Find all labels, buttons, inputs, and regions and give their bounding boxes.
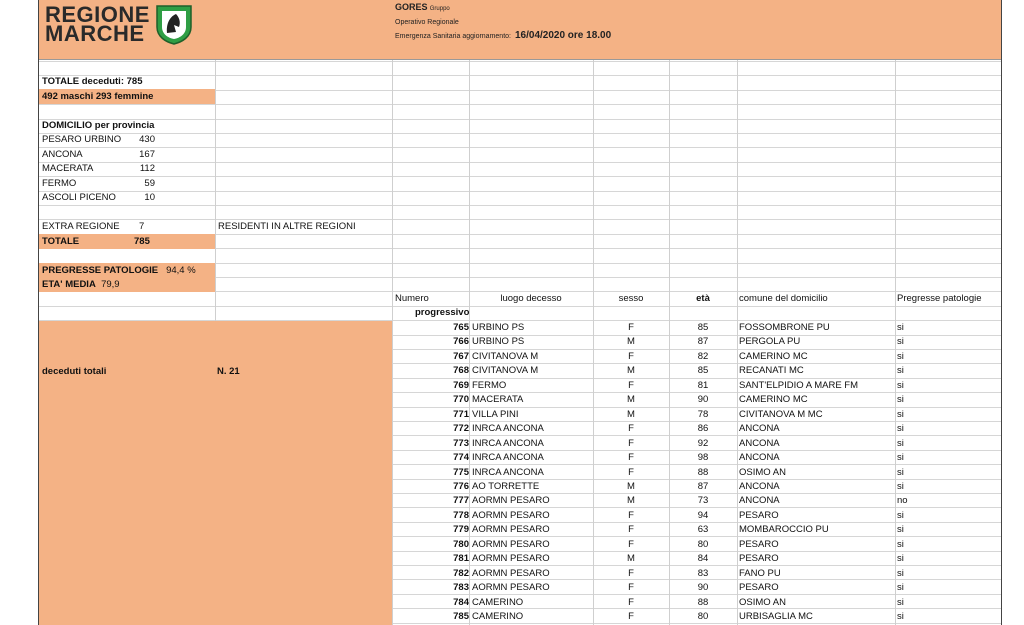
row-luogo: CAMERINO [472, 596, 524, 608]
row-comune: ANCONA [739, 423, 780, 435]
row-sesso: F [628, 322, 634, 333]
row-divider [39, 219, 1002, 220]
col-header-patologie: Pregresse patologie [897, 293, 982, 304]
totale-deceduti [42, 75, 142, 89]
extra-label: EXTRA REGIONE [42, 221, 120, 232]
province-name: MACERATA [42, 163, 94, 174]
province-name: ASCOLI PICENO [42, 192, 116, 203]
row-numero: 775 [453, 466, 469, 478]
row-luogo: CAMERINO [472, 611, 524, 622]
row-numero: 766 [453, 336, 469, 348]
row-comune: CIVITANOVA M MC [739, 408, 823, 420]
eta-row [42, 278, 120, 292]
province-name: FERMO [42, 177, 77, 189]
row-luogo: URBINO PS [472, 322, 525, 333]
row-sesso: F [628, 509, 634, 521]
row-comune: ANCONA [739, 452, 780, 464]
province-name: PESARO URBINO [42, 134, 122, 145]
row-comune: SANT'ELPIDIO A MARE FM [739, 379, 859, 391]
totale2-value: 785 [134, 236, 150, 247]
row-luogo: INRCA ANCONA [472, 437, 544, 449]
gores-header [395, 1, 611, 43]
extra-value: 7 [139, 221, 145, 232]
row-luogo: URBINO PS [472, 336, 525, 348]
row-divider [39, 176, 1002, 177]
row-luogo: AORMN PESARO [472, 524, 550, 536]
row-patologie: si [897, 509, 904, 521]
row-patologie: si [897, 350, 904, 362]
row-sesso: M [627, 553, 635, 565]
row-patologie: si [897, 582, 904, 594]
header-band [39, 0, 1002, 60]
logo-line1: REGIONE [45, 2, 150, 27]
row-patologie: si [897, 553, 904, 565]
row-patologie: si [897, 394, 904, 406]
row-numero: 767 [453, 350, 469, 362]
row-luogo: AO TORRETTE [472, 480, 540, 492]
row-eta: 98 [697, 452, 709, 464]
row-patologie: si [897, 379, 904, 391]
row-numero: 772 [453, 423, 469, 435]
column-divider [392, 60, 393, 625]
gores-line2: Operativo Regionale [395, 19, 459, 26]
row-numero: 785 [453, 611, 469, 622]
row-luogo: INRCA ANCONA [472, 466, 544, 478]
row-sesso: F [628, 524, 634, 536]
row-sesso: F [628, 466, 634, 478]
row-eta: 88 [697, 596, 709, 608]
row-patologie: si [897, 336, 904, 348]
row-numero: 773 [453, 437, 469, 449]
row-eta: 88 [697, 466, 709, 478]
regione-marche-logo [45, 2, 194, 46]
spreadsheet [38, 0, 1002, 625]
row-patologie: si [897, 567, 904, 579]
totale-value: 785 [126, 76, 143, 87]
row-numero: 768 [453, 365, 469, 377]
row-luogo: CIVITANOVA M [472, 350, 539, 362]
row-divider [39, 119, 1002, 120]
row-luogo: MACERATA [472, 394, 524, 406]
row-luogo: AORMN PESARO [472, 538, 550, 550]
logo-text [45, 2, 150, 46]
row-numero: 770 [453, 394, 469, 406]
row-comune: FOSSOMBRONE PU [739, 322, 830, 333]
patologie-row [42, 264, 196, 278]
row-sesso: F [628, 452, 634, 464]
row-sesso: F [628, 379, 634, 391]
row-eta: 94 [697, 509, 709, 521]
row-eta: 87 [697, 480, 709, 492]
logo-line2: MARCHE [45, 21, 145, 46]
row-sesso: M [627, 365, 635, 377]
row-luogo: AORMN PESARO [472, 567, 550, 579]
province-value: 430 [139, 134, 155, 145]
update-label: aggiornamento: [462, 33, 511, 40]
row-luogo: AORMN PESARO [472, 495, 550, 507]
row-numero: 778 [453, 509, 469, 521]
row-patologie: si [897, 524, 904, 536]
row-eta: 92 [697, 437, 709, 449]
row-sesso: F [628, 567, 634, 579]
row-divider [39, 205, 1002, 206]
row-comune: MOMBAROCCIO PU [739, 524, 829, 536]
row-sesso: M [627, 480, 635, 492]
row-divider [39, 104, 1002, 105]
deceduti-totali-value: N. 21 [217, 366, 240, 377]
row-numero: 781 [453, 553, 469, 565]
province-value: 167 [139, 148, 155, 160]
row-sesso: M [627, 394, 635, 406]
row-patologie: si [897, 538, 904, 550]
row-comune: OSIMO AN [739, 466, 786, 478]
row-eta: 90 [697, 582, 709, 594]
gores-line3: Emergenza Sanitaria [395, 33, 461, 40]
row-comune: URBISAGLIA MC [739, 611, 813, 622]
row-patologie: si [897, 423, 904, 435]
row-comune: PESARO [739, 538, 779, 550]
row-numero: 784 [453, 596, 469, 608]
row-numero: 774 [453, 452, 469, 464]
row-comune: CAMERINO MC [739, 394, 808, 406]
row-eta: 80 [697, 538, 709, 550]
row-comune: PESARO [739, 582, 779, 594]
row-sesso: F [628, 350, 634, 362]
province-value: 112 [139, 163, 155, 174]
row-sesso: M [627, 408, 635, 420]
row-divider [39, 133, 1002, 134]
row-divider [39, 191, 1002, 192]
row-eta: 86 [697, 423, 709, 435]
row-comune: OSIMO AN [739, 596, 786, 608]
extra-note: RESIDENTI IN ALTRE REGIONI [218, 221, 356, 232]
row-luogo: INRCA ANCONA [472, 452, 544, 464]
row-luogo: AORMN PESARO [472, 509, 550, 521]
row-comune: PESARO [739, 509, 779, 521]
row-patologie: si [897, 452, 904, 464]
row-comune: ANCONA [739, 495, 780, 507]
row-sesso: M [627, 495, 635, 507]
totale-label: TOTALE deceduti: [42, 76, 124, 87]
row-divider [39, 61, 1002, 62]
row-eta: 81 [697, 379, 709, 391]
deceduti-totali-label: deceduti totali [42, 366, 107, 377]
row-eta: 85 [697, 322, 709, 333]
row-comune: ANCONA [739, 480, 780, 492]
col-header-sesso: sesso [618, 293, 644, 304]
eta-value: 79,9 [101, 279, 120, 290]
col-header-progressivo: progressivo [415, 307, 470, 318]
update-date: 16/04/2020 ore 18.00 [514, 30, 612, 41]
totale2-label: TOTALE [42, 236, 80, 247]
row-comune: CAMERINO MC [739, 350, 808, 362]
row-patologie: si [897, 322, 904, 333]
row-eta: 78 [697, 408, 709, 420]
row-numero: 780 [453, 538, 469, 550]
row-luogo: FERMO [472, 379, 507, 391]
col-header-luogo: luogo decesso [500, 293, 562, 304]
row-eta: 87 [697, 336, 709, 348]
row-eta: 82 [697, 350, 709, 362]
row-patologie: no [897, 495, 908, 507]
col-header-numero: Numero [395, 293, 429, 304]
row-eta: 90 [697, 394, 709, 406]
row-eta: 63 [697, 524, 709, 536]
province-name: ANCONA [42, 148, 83, 160]
row-patologie: si [897, 437, 904, 449]
row-luogo: AORMN PESARO [472, 582, 550, 594]
row-sesso: F [628, 582, 634, 594]
row-sesso: F [628, 596, 634, 608]
column-divider [737, 60, 738, 625]
province-value: 59 [144, 177, 155, 189]
sheet-grid [39, 60, 1002, 625]
gender-split: 492 maschi 293 femmine [42, 91, 154, 102]
row-divider [39, 75, 1002, 76]
row-numero: 769 [453, 379, 469, 391]
row-comune: ANCONA [739, 437, 780, 449]
col-header-eta: età [696, 293, 710, 304]
column-divider [895, 60, 896, 625]
row-sesso: F [628, 538, 634, 550]
shield-emblem-icon [154, 3, 194, 45]
row-comune: PERGOLA PU [739, 336, 801, 348]
gores-title: GORES [395, 2, 428, 12]
patologie-label: PREGRESSE PATOLOGIE [42, 265, 159, 276]
row-numero: 777 [453, 495, 469, 507]
row-luogo: CIVITANOVA M [472, 365, 539, 377]
row-patologie: si [897, 611, 904, 622]
row-sesso: F [628, 423, 634, 435]
patologie-value: 94,4 % [166, 265, 196, 276]
row-sesso: F [628, 437, 634, 449]
row-patologie: si [897, 365, 904, 377]
row-sesso: M [627, 336, 635, 348]
gores-title-suffix: Gruppo [429, 6, 450, 12]
row-eta: 83 [697, 567, 709, 579]
row-patologie: si [897, 466, 904, 478]
row-comune: FANO PU [739, 567, 781, 579]
row-divider [39, 162, 1002, 163]
row-luogo: INRCA ANCONA [472, 423, 544, 435]
row-numero: 765 [453, 322, 469, 333]
row-patologie: si [897, 408, 904, 420]
eta-label: ETA' MEDIA [42, 279, 96, 290]
row-numero: 776 [453, 480, 469, 492]
row-patologie: si [897, 480, 904, 492]
row-numero: 782 [453, 567, 469, 579]
row-divider [39, 147, 1002, 148]
row-numero: 783 [453, 582, 469, 594]
column-divider [469, 60, 470, 625]
row-numero: 779 [453, 524, 469, 536]
row-comune: PESARO [739, 553, 779, 565]
row-luogo: AORMN PESARO [472, 553, 550, 565]
domicilio-title: DOMICILIO per provincia [42, 120, 155, 131]
row-patologie: si [897, 596, 904, 608]
row-sesso: F [628, 611, 634, 622]
row-numero: 771 [453, 408, 469, 420]
row-comune: RECANATI MC [739, 365, 804, 377]
row-eta: 85 [697, 365, 709, 377]
row-eta: 73 [697, 495, 709, 507]
col-header-comune: comune del domicilio [739, 293, 828, 304]
row-luogo: VILLA PINI [472, 408, 519, 420]
province-value: 10 [144, 192, 155, 203]
row-eta: 84 [697, 553, 709, 565]
row-eta: 80 [697, 611, 709, 622]
